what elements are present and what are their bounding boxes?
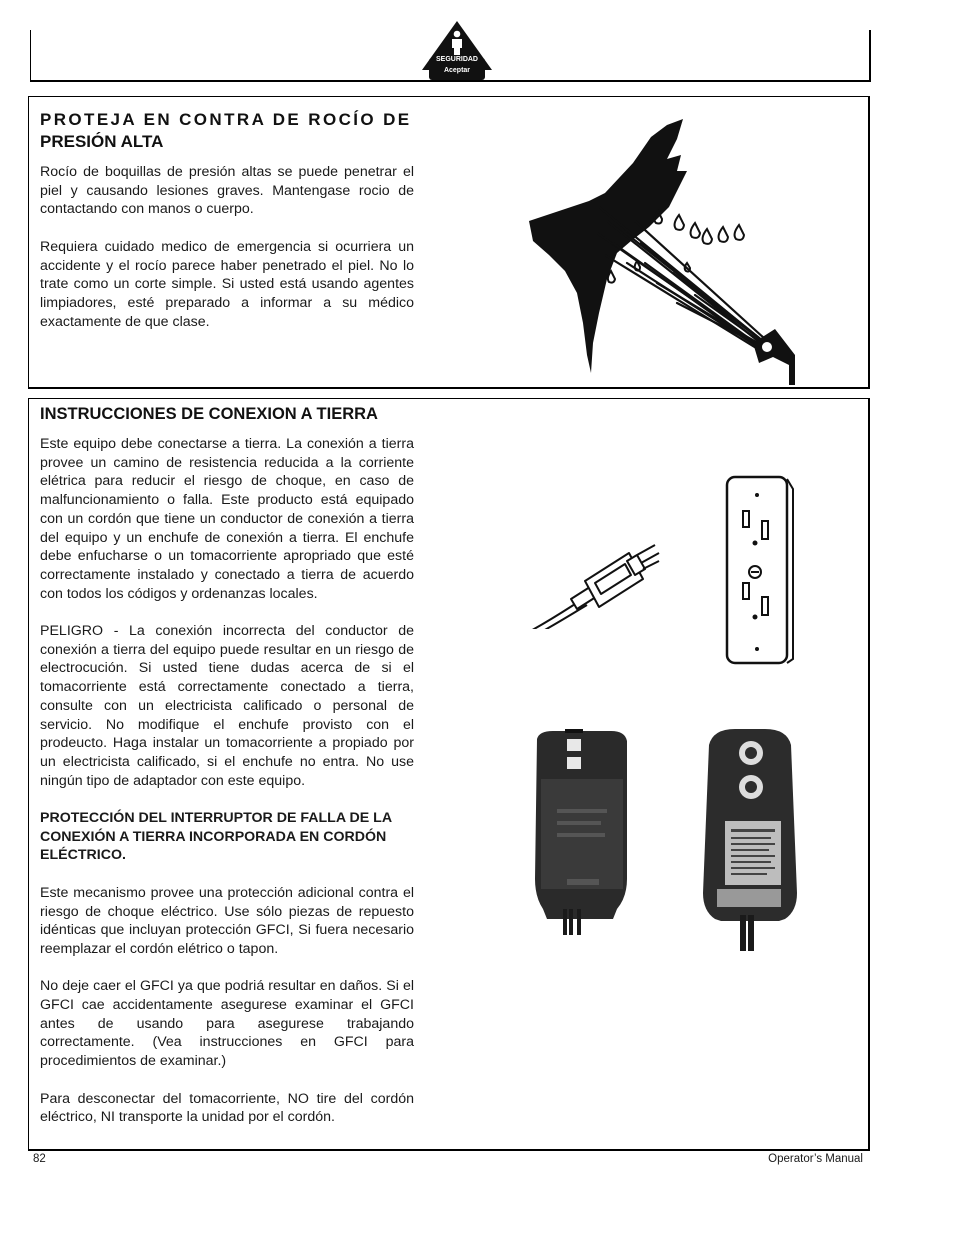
spray-hand-warning-illustration [527, 103, 799, 385]
section2-paragraph-6: Para desconectar del tomacorriente, NO tire del cordón eléctrico, NI transporte la unidad por el cordón. [40, 1090, 414, 1126]
section1-title [40, 109, 430, 153]
section2-paragraph-1: Este equipo debe conectarse a tierra. La conexión a tierra provee un camino de resistencia reducida a la corriente elétrica para reducir el riesgo de choque, en caso de malfuncionamiento o falla. Este producto está equipado con un cordón que tiene un conductor de conexión a tierra del equipo y un enchufe de conexión a tierra. El enchufe debe enfucharse o un tomacorriente apropriado que esté correctamente instalado y conectado a tierra de acuerdo con todos los códigos y ordenanzas locales. [40, 436, 414, 602]
section1-title-line1: PROTEJA EN CONTRA DE ROCÍO DE [40, 110, 412, 129]
high-pressure-spray-section [28, 96, 870, 389]
manual-name: Operator’s Manual [768, 1153, 863, 1165]
grounding-instructions-section [28, 398, 870, 1151]
gfci-plug-front-photo [527, 729, 633, 935]
section2-paragraph-5: No deje caer el GFCI ya que podriá resultar en daños. Si el GFCI cae accidentamente asegurese examinar el GFCI antes de usando para asegurese trabajando correctamente. (Vea instrucciones en GFCI para procedimientos de examinar.) [40, 978, 414, 1070]
grounded-plug-cord-illustration [523, 469, 698, 629]
badge-bottom-label: Aceptar [443, 67, 471, 74]
section2-paragraph-2: PELIGRO - La conexión incorrecta del conductor de conexión a tierra del equipo puede resultar en un riesgo de electrocución. Si usted tiene dudas acerca de si el tomacorriente está correctamente conectado a tierra, consulte con un electricista calificado o personal de servicio. No modifique el enchufe provisto con el prodeucto. Haga instalar un tomacorriente a propiado por un electricista calificado, si el enchufe no entra. No use ningún tipo de adaptador con este equipo. [40, 623, 414, 789]
section1-paragraph-1: Rocío de boquillas de presión altas se puede penetrar el piel y causando lesiones graves. Mantengase rocio de contactando con manos o cuerpo. [40, 164, 414, 218]
section1-title-line2: PRESIÓN ALTA [40, 132, 164, 151]
section2-paragraph-4: Este mecanismo provee una protección adicional contra el riesgo de choque eléctrico. Use sólo piezas de repuesto idénticas que incluyan protección GFCI, Si fuera necesario reemplazar el cordón elétrico o tapon. [40, 884, 414, 957]
safety-alert-badge [421, 20, 493, 82]
page-number: 82 [33, 1153, 46, 1165]
section1-paragraph-2: Requiera cuidado medico de emergencia si ocurriera un accidente y el rocío parece haber penetrado el piel. No lo trate como un corte simple. Si usted está usando agentes limpiadores, esté preparado a informar a su médico exactamente de que clase. [40, 238, 414, 330]
wall-outlet-illustration [723, 471, 795, 667]
badge-top-label: SEGURIDAD [435, 56, 479, 63]
section2-title: INSTRUCCIONES DE CONEXION A TIERRA [40, 405, 378, 423]
section1-body [40, 163, 414, 350]
section2-body [40, 435, 414, 1146]
gfci-plug-back-photo [695, 725, 805, 951]
section2-gfci-heading: PROTECCIÓN DEL INTERRUPTOR DE FALLA DE LA CONEXIÓN A TIERRA INCORPORADA EN CORDÓN ELÉCTRICO. [40, 810, 392, 864]
